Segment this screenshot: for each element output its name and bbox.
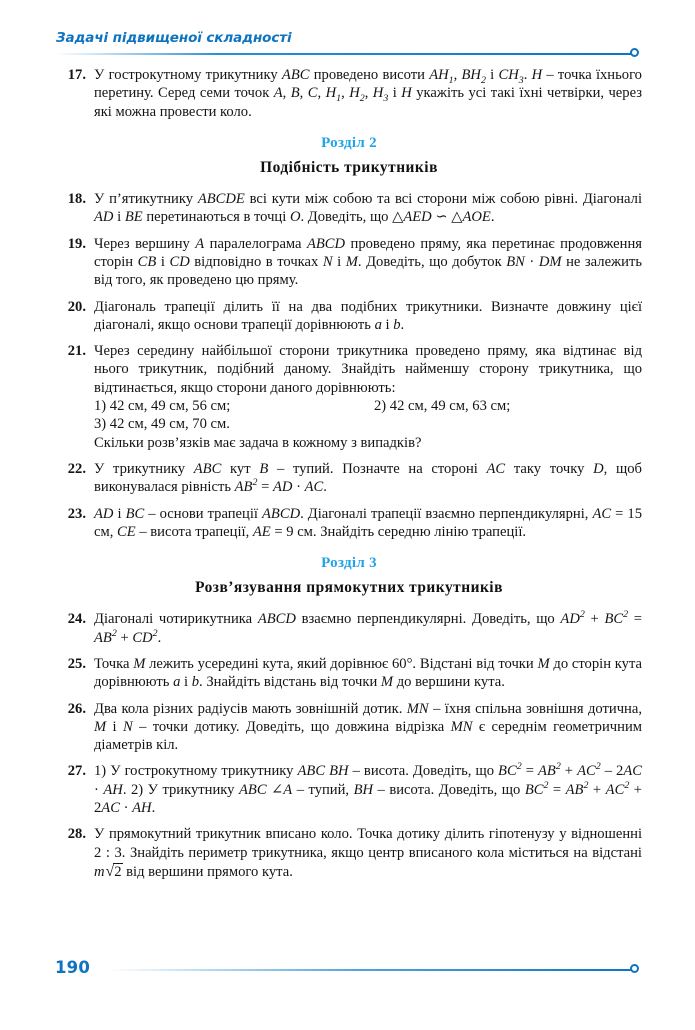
problem-item	[56, 190, 642, 227]
problem-text: Через вершину A паралелограма ABCD проведено пряму, яка перетинає продовження сторін CB і CD відповідно в точках N і M. Доведіть, що добуток BN · DM не залежить від того, як проведено цю пряму.	[94, 235, 642, 289]
option-1: 1) 42 см, 49 см, 56 см;	[94, 398, 231, 415]
square-root: √2	[105, 863, 122, 880]
problem-number: 22.	[67, 461, 86, 477]
problem-number: 21.	[67, 343, 86, 360]
problem-text: У п’ятикутнику ABCDE всі кути між собою та всі сторони між собою рівні. Діагоналі AD і BE перетинаються в точці O. Доведіть, що △AED ∽ △AOE.	[94, 190, 643, 226]
problem-item	[56, 610, 642, 647]
section-title: Подібність трикутників	[260, 158, 438, 176]
problem-item	[56, 762, 642, 817]
problem-text: У трикутнику ABC кут B – тупий. Позначте на стороні AC таку точку D, щоб виконувалася рівність $AB^2$ = AD · AC.	[94, 461, 642, 496]
problem-options-row	[94, 397, 642, 415]
footer-rule	[110, 969, 634, 971]
problem-item	[56, 825, 642, 881]
problem-item	[56, 66, 642, 121]
running-head-rule	[56, 53, 634, 55]
problem-item	[56, 342, 642, 452]
page-footer	[0, 958, 695, 986]
section-heading	[56, 555, 642, 597]
problem-number: 20.	[67, 298, 86, 315]
problem-item	[56, 460, 642, 497]
problem-number: 24.	[67, 611, 86, 628]
section-kicker: Розділ 3	[321, 555, 377, 572]
problem-text: У прямокутний трикутник вписано коло. Точка дотику ділить гіпотенузу у відношенні 2 : 3. Знайдіть периметр трикутника, якщо центр вписаного кола міститься на відстані m√2 від вершини прямого кута.	[94, 826, 642, 880]
problem-item	[56, 235, 642, 290]
running-head-circle-icon	[630, 48, 639, 57]
problem-item	[56, 700, 642, 755]
problem-number: 25.	[67, 655, 86, 672]
footer-circle-icon	[630, 964, 639, 973]
page-number: 190	[55, 958, 91, 977]
problem-text: У гострокутному трикутнику ABC проведено висоти $AH_1$, $BH_2$ і $CH_3$. H – точка їхнього перетину. Серед семи точок A, B, C, $H_1$, $H_2$, $H_3$ і H укажіть усі такі їхні четвірки, через які можна провести коло.	[94, 67, 643, 120]
problem-text: Два кола різних радіусів мають зовнішній дотик. MN – їхня спільна зовнішня дотична, M і N – точки дотику. Доведіть, що довжина відрізка MN є середнім геометричним діаметрів кіл.	[94, 700, 642, 754]
problem-text: 1) У гострокутному трикутнику ABC BH – висота. Доведіть, що $BC^2 = AB^2 + AC^2 - 2AC$ · AH. 2) У трикутнику ABC ∠A – тупий, BH – висота. Доведіть, що $BC^2 = AB^2 + AC^2 + 2AC$ · AH.	[94, 761, 643, 817]
problem-number: 19.	[67, 235, 86, 252]
problem-number: 23.	[67, 505, 86, 522]
problem-text: Діагональ трапеції ділить її на два подібних трикутники. Визначте довжину цієї діагоналі, якщо основи трапеції дорівнюють a і b.	[94, 298, 642, 333]
problem-text: Через середину найбільшої сторони трикутника проведено пряму, яка відтинає від нього трикутник, подібний даному. Знайдіть найменшу сторону трикутника, що відтинається, якщо сторони даного дорівнюють:	[94, 343, 642, 396]
section-heading	[56, 135, 642, 177]
page-content	[56, 66, 642, 890]
problem-text: Діагоналі чотирикутника ABCD взаємно перпендикулярні. Доведіть, що $AD^2 + BC^2 = AB^2 + CD^2$.	[94, 609, 642, 646]
running-head	[0, 30, 695, 56]
problem-item	[56, 298, 642, 335]
running-head-title: Задачі підвищеної складності	[56, 30, 292, 46]
problem-item	[56, 505, 642, 542]
option-3: 3) 42 см, 49 см, 70 см.	[94, 416, 230, 433]
option-2: 2) 42 см, 49 см, 63 см;	[374, 398, 511, 415]
problem-item	[56, 655, 642, 692]
problem-closing-question: Скільки розв’язків має задача в кожному з випадків?	[94, 434, 422, 451]
problem-number: 18.	[67, 190, 86, 207]
problem-number: 28.	[67, 826, 86, 843]
problem-number: 26.	[67, 700, 86, 717]
problem-options-row	[94, 415, 642, 433]
problem-text: AD і BC – основи трапеції ABCD. Діагоналі трапеції взаємно перпендикулярні, AC = 15 см, CE – висота трапеції, AE = 9 см. Знайдіть середню лінію трапеції.	[94, 505, 642, 540]
problem-number: 27.	[67, 763, 86, 780]
problem-text: Точка M лежить усередині кута, який дорівнює 60°. Відстані від точки M до сторін кута дорівнюють a і b. Знайдіть відстань від точки M до вершини кута.	[94, 655, 643, 691]
section-kicker: Розділ 2	[321, 134, 377, 151]
section-title: Розв’язування прямокутних трикутників	[195, 579, 503, 597]
problem-number: 17.	[67, 67, 86, 83]
